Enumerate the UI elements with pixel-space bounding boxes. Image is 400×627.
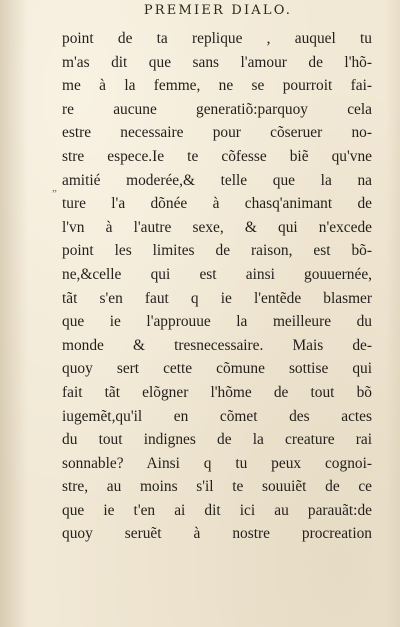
- text-line: estre necessaire pour cõseruer no-: [62, 124, 372, 142]
- text-line: ne,&celle qui est ainsi gouuernée,: [62, 265, 372, 283]
- text-line: amitié moderée,& telle que la na: [62, 171, 372, 189]
- text-line: iugemẽt,qu'il en cõmet des actes: [62, 407, 372, 425]
- text-line: que ie t'en ai dit ici au parauãt:de: [62, 501, 372, 519]
- text-line: me à la femme, ne se pourroit fai-: [62, 77, 372, 95]
- text-line: sonnable? Ainsi q tu peux cognoi-: [62, 454, 372, 472]
- text-line: ture l'a dõnée à chasq'animant de: [62, 195, 372, 213]
- text-line: point de ta replique , auquel tu: [62, 30, 372, 47]
- text-line: point les limites de raison, est bõ-: [62, 242, 372, 260]
- text-line: du tout indignes de la creature rai: [62, 431, 372, 449]
- text-line: que ie l'approuue la meilleure du: [62, 313, 372, 331]
- running-header: PREMIER DIALO.: [143, 3, 293, 18]
- page-edge-stain: [386, 0, 400, 627]
- text-line: quoy sert cette cõmune sottise qui: [62, 360, 372, 378]
- text-line: re aucune generatiõ:parquoy cela: [62, 100, 372, 118]
- text-line: m'as dit que sans l'amour de l'hõ-: [62, 53, 372, 71]
- binding-shadow: [0, 0, 28, 627]
- text-line: quoy seruẽt à nostre procreation: [62, 525, 372, 543]
- text-line: monde & tresnecessaire. Mais de-: [62, 336, 372, 354]
- text-line: fait tãt elõgner l'hõme de tout bõ: [62, 383, 372, 401]
- text-line: tãt s'en faut q ie l'entẽde blasmer: [62, 289, 372, 307]
- text-line: stre espece.Ie te cõfesse biẽ qu'vne: [62, 147, 372, 165]
- margin-note: „: [52, 182, 57, 194]
- body-text: [62, 27, 372, 546]
- text-line: l'vn à l'autre sexe, & qui n'excede: [62, 218, 372, 236]
- text-line: stre, au moins s'il te souuiẽt de ce: [62, 478, 372, 496]
